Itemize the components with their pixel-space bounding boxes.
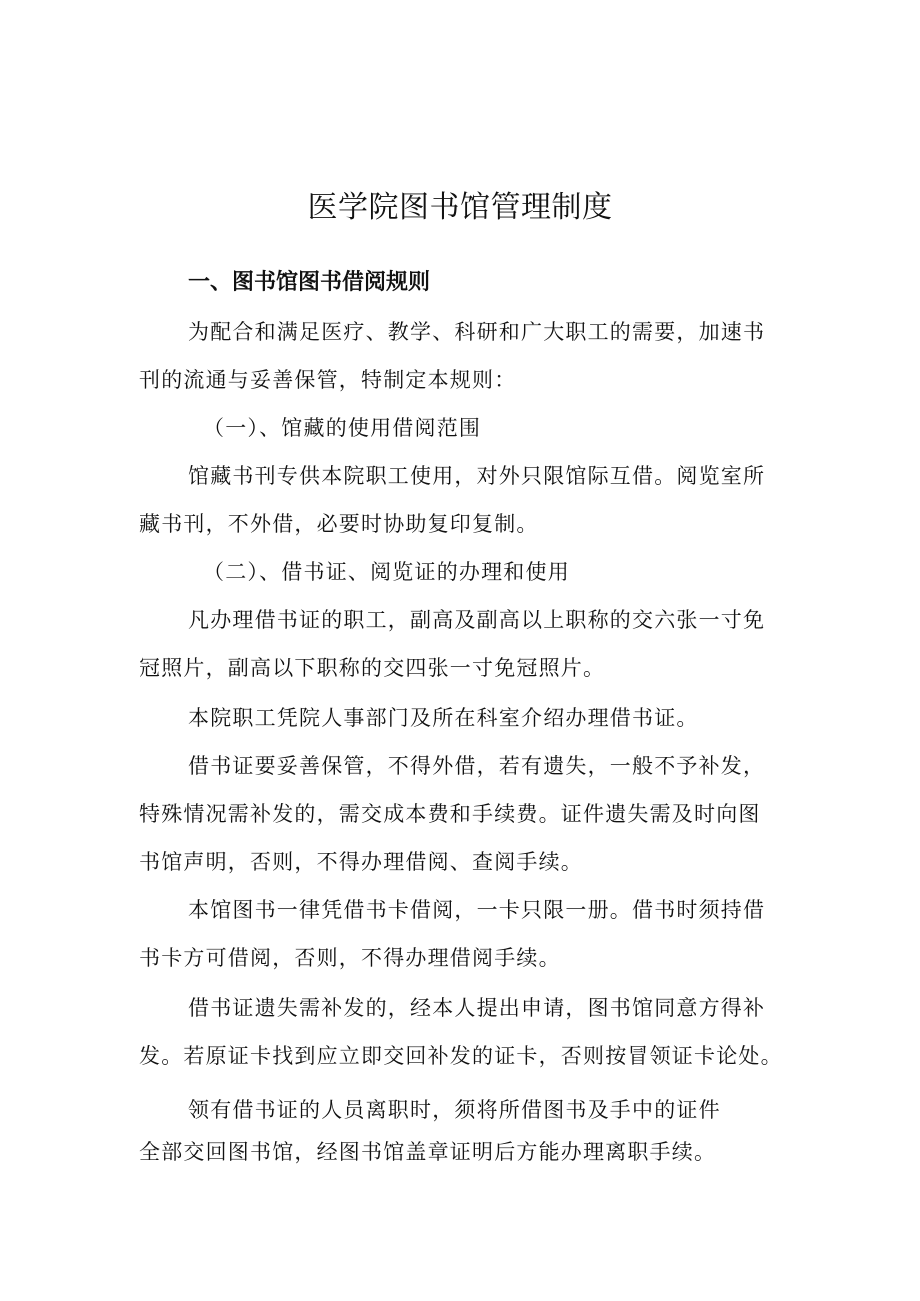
paragraph-line: 本馆图书一律凭借书卡借阅，一卡只限一册。借书时须持借 — [188, 898, 766, 922]
paragraph-line: 为配合和满足医疗、教学、科研和广大职工的需要，加速书 — [188, 320, 766, 344]
paragraph-line: 藏书刊，不外借，必要时协助复印复制。 — [139, 512, 539, 536]
paragraph-line: 领有借书证的人员离职时，须将所借图书及手中的证件 — [188, 1098, 721, 1122]
paragraph-line: 发。若原证卡找到应立即交回补发的证卡，否则按冒领证卡论处。 — [139, 1044, 783, 1068]
paragraph-line: 书馆声明，否则，不得办理借阅、查阅手续。 — [139, 850, 583, 874]
paragraph-line: 特殊情况需补发的，需交成本费和手续费。证件遗失需及时向图 — [139, 802, 761, 826]
paragraph-line: 书卡方可借阅，否则，不得办理借阅手续。 — [139, 946, 561, 970]
paragraph-line: 全部交回图书馆，经图书馆盖章证明后方能办理离职手续。 — [139, 1140, 717, 1164]
paragraph-line: 冠照片，副高以下职称的交四张一寸免冠照片。 — [139, 656, 606, 680]
subsection-heading: （一）、馆藏的使用借阅范围 — [203, 416, 482, 440]
paragraph-line: 凡办理借书证的职工，副高及副高以上职称的交六张一寸免 — [188, 608, 766, 632]
paragraph-line: 馆藏书刊专供本院职工使用，对外只限馆际互借。阅览室所 — [188, 464, 766, 488]
document-title: 医学院图书馆管理制度 — [307, 190, 613, 226]
subsection-heading: （二）、借书证、阅览证的办理和使用 — [203, 560, 570, 584]
section-heading: 一、图书馆图书借阅规则 — [188, 270, 431, 295]
paragraph-line: 借书证遗失需补发的，经本人提出申请，图书馆同意方得补 — [188, 996, 766, 1020]
paragraph-line: 本院职工凭院人事部门及所在科室介绍办理借书证。 — [188, 706, 699, 730]
paragraph-line: 借书证要妥善保管，不得外借，若有遗失，一般不予补发， — [188, 754, 766, 778]
paragraph-line: 刊的流通与妥善保管，特制定本规则： — [139, 368, 517, 392]
